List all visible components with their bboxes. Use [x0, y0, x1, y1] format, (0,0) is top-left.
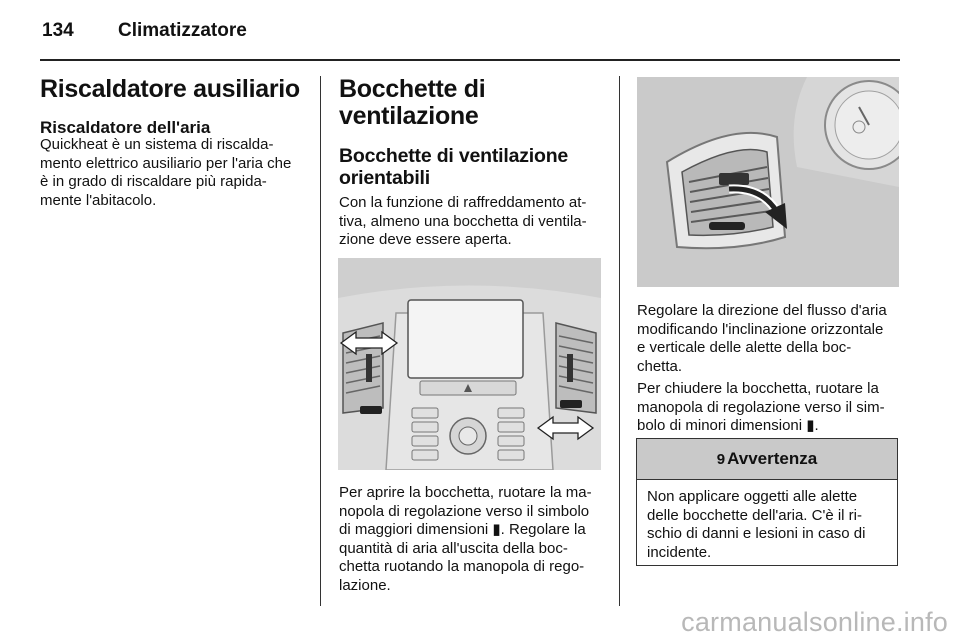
subsection-heading: Riscaldatore dell'aria	[40, 118, 211, 137]
warning-title: Avvertenza	[727, 449, 818, 468]
heading-line: ventilazione	[339, 102, 479, 130]
page-number: 134	[42, 20, 74, 41]
paragraph	[637, 380, 885, 436]
dashboard-vents-svg	[338, 258, 601, 470]
text-line: incidente.	[647, 543, 712, 561]
section-heading: Riscaldatore ausiliario	[40, 75, 300, 103]
text-line: manopola di regolazione verso il sim-	[637, 398, 885, 416]
side-vent-svg	[637, 77, 899, 287]
column-divider	[320, 76, 321, 606]
text-line: delle bocchette dell'aria. C'è il ri-	[647, 506, 862, 524]
text-line: mente l'abitacolo.	[40, 191, 157, 209]
paragraph	[339, 484, 592, 596]
warning-header	[637, 439, 897, 480]
text-line: Quickheat è un sistema di riscalda-	[40, 136, 274, 153]
text-line: Con la funzione di raffreddamento at-	[339, 194, 587, 211]
text-line: lazione.	[339, 576, 391, 594]
header-rule	[40, 59, 900, 61]
text-line: schio di danni e lesioni in caso di	[647, 525, 866, 543]
text-line: chetta.	[637, 357, 683, 375]
section-heading	[339, 76, 485, 130]
text-line: modificando l'inclinazione orizzontale	[637, 320, 884, 338]
heading-line: orientabili	[339, 167, 430, 189]
text-line: nopola di regolazione verso il simbolo	[339, 502, 590, 520]
paragraph	[637, 302, 887, 376]
warning-text	[637, 480, 897, 562]
text-line: di maggiori dimensioni ▮. Regolare la	[339, 521, 586, 539]
text-line: quantità di aria all'uscita della boc-	[339, 539, 568, 557]
text-line: Regolare la direzione del flusso d'aria	[637, 302, 887, 319]
paragraph	[339, 194, 587, 250]
text-line: mento elettrico ausiliario per l'aria che	[40, 154, 292, 172]
text-line: tiva, almeno una bocchetta di ventila-	[339, 212, 587, 230]
text-line: zione deve essere aperta.	[339, 231, 512, 249]
text-line: chetta ruotando la manopola di rego-	[339, 558, 585, 576]
text-line: è in grado di riscaldare più rapida-	[40, 173, 267, 191]
watermark: carmanualsonline.info	[681, 607, 948, 637]
side-vent-illustration	[637, 77, 899, 287]
heading-line: Bocchette di ventilazione	[339, 145, 569, 167]
text-line: Non applicare oggetti alle alette	[647, 488, 858, 505]
column-divider	[619, 76, 620, 606]
subsection-heading	[339, 145, 568, 189]
paragraph	[40, 136, 291, 210]
warning-icon: 9	[716, 450, 726, 468]
text-line: Per aprire la bocchetta, ruotare la ma-	[339, 484, 592, 501]
heading-line: Bocchette di	[339, 75, 486, 103]
dashboard-vents-illustration	[338, 258, 601, 470]
text-line: bolo di minori dimensioni ▮.	[637, 417, 819, 435]
text-line: Per chiudere la bocchetta, ruotare la	[637, 380, 879, 397]
page-title: Climatizzatore	[118, 20, 247, 41]
warning-box	[636, 438, 898, 566]
text-line: e verticale delle alette della boc-	[637, 339, 852, 357]
